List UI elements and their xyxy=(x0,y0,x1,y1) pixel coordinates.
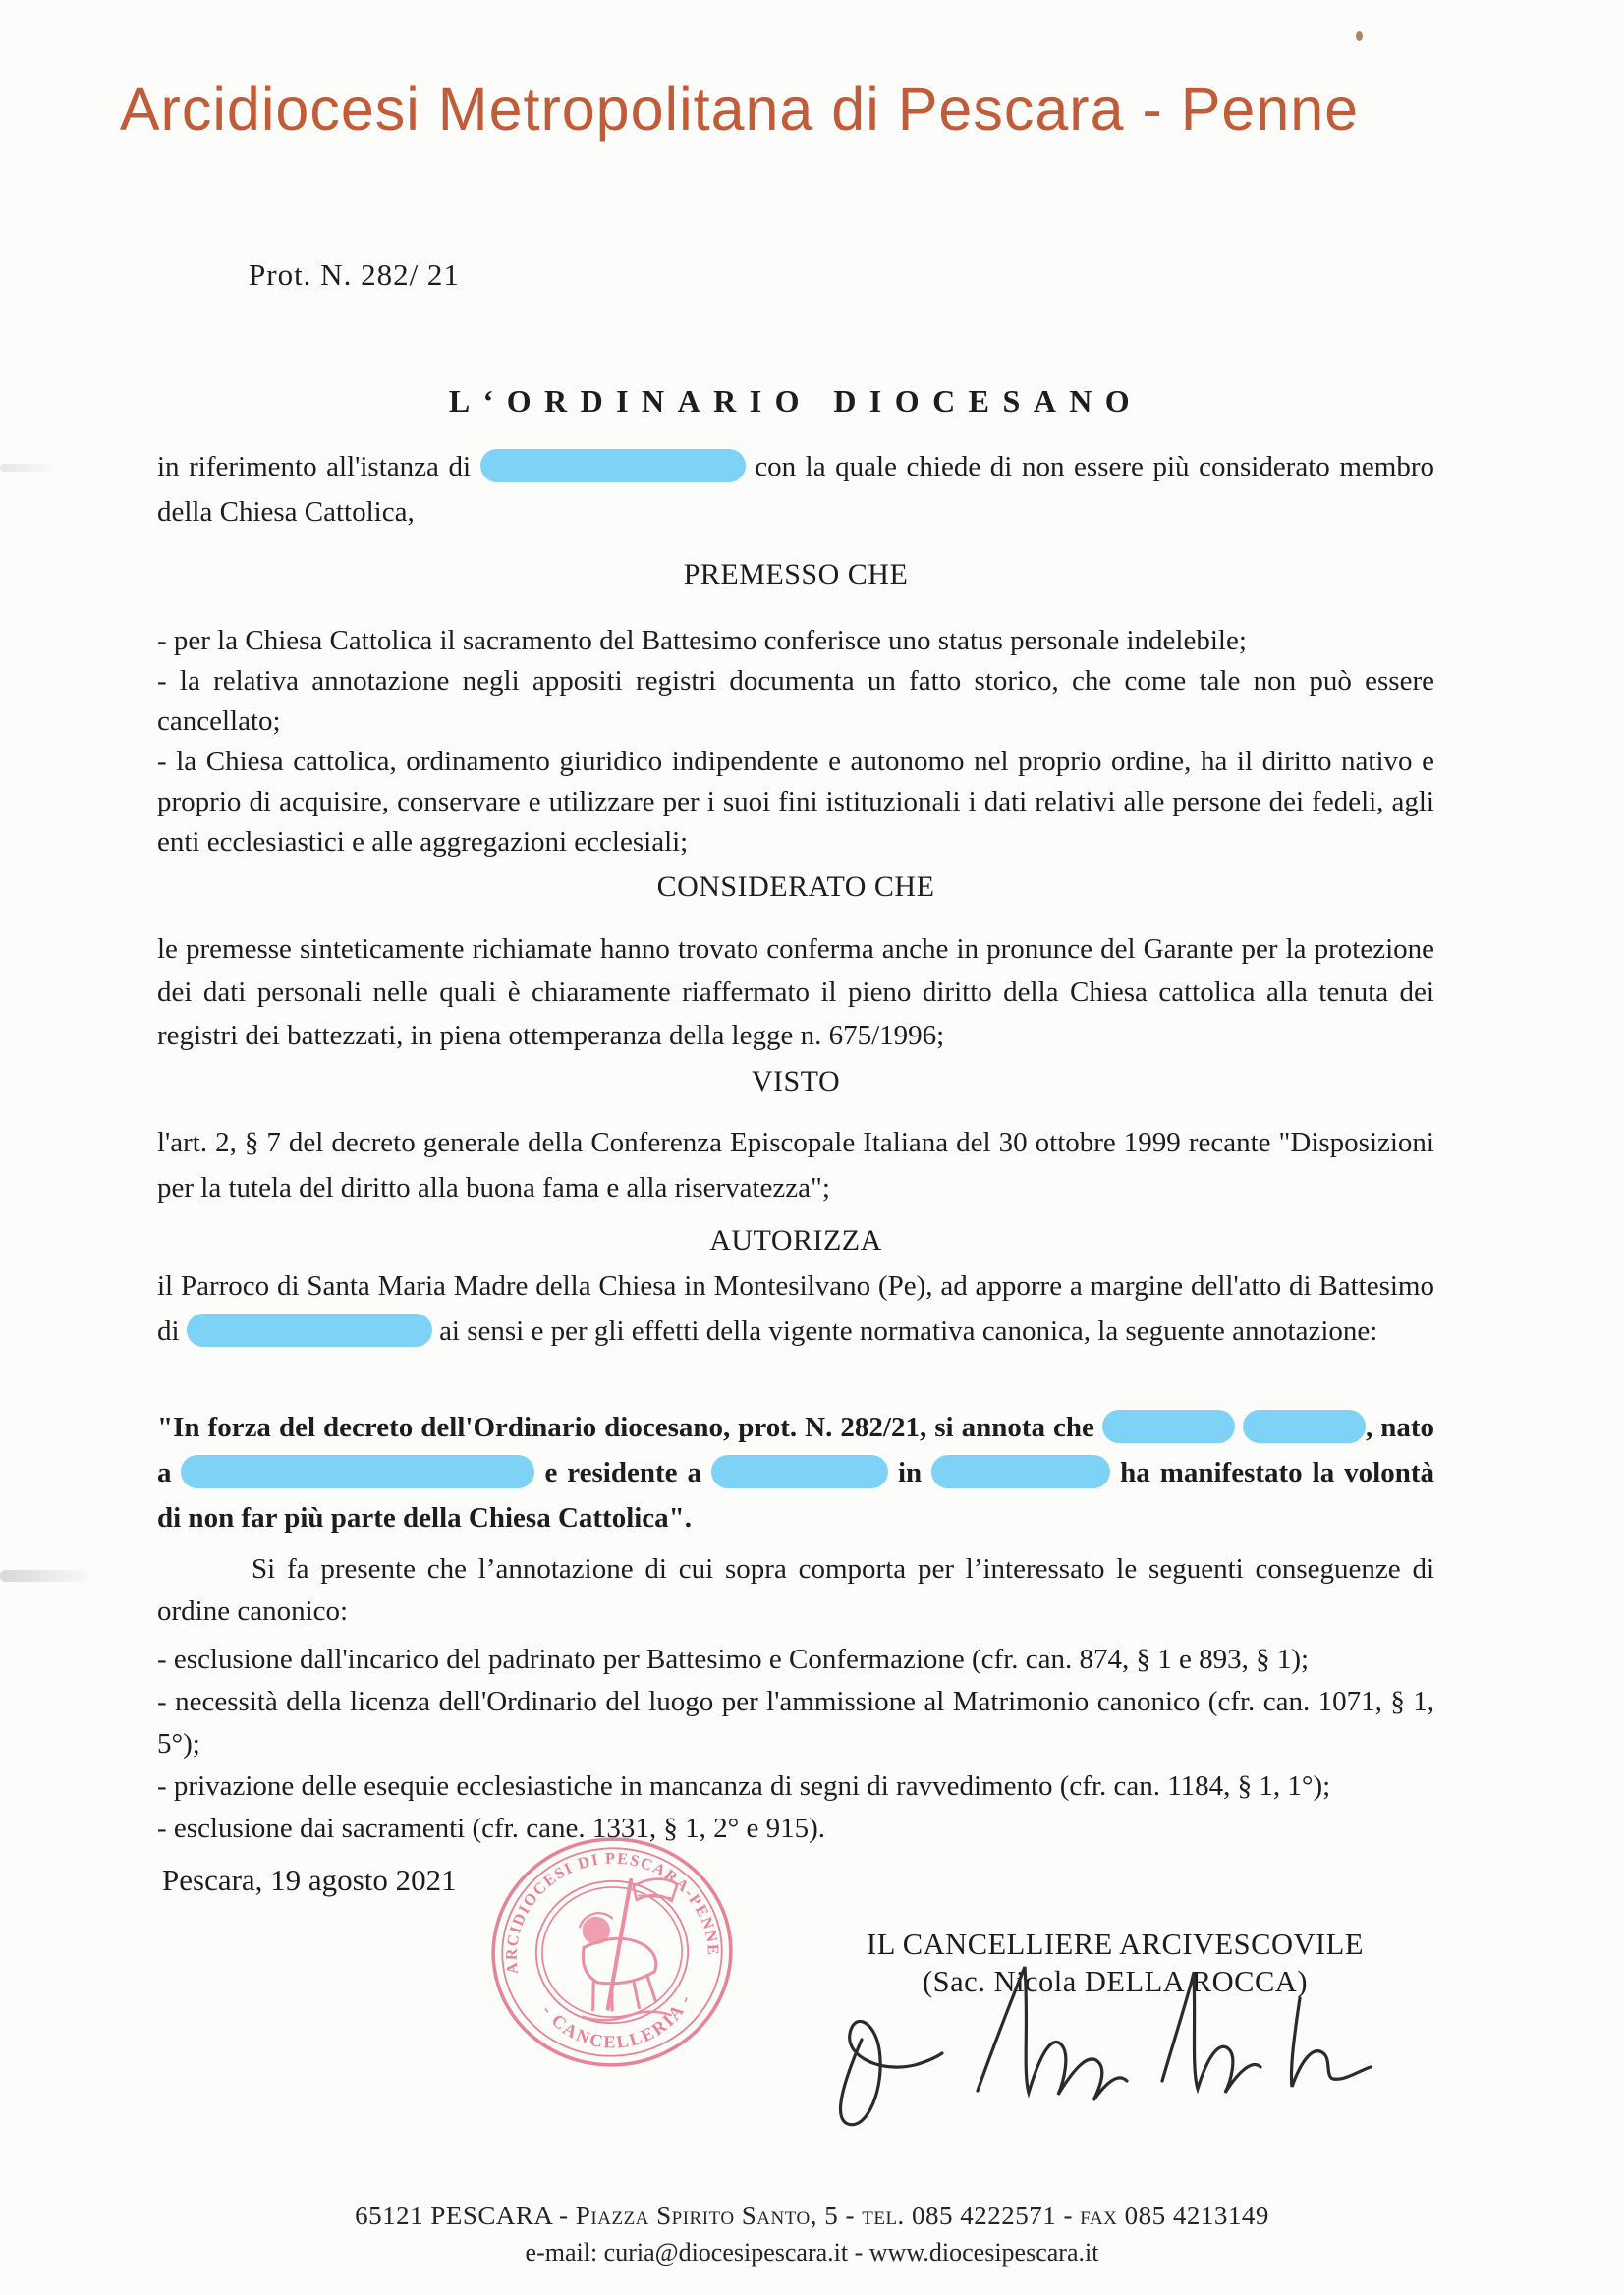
redaction xyxy=(931,1455,1110,1488)
premesso-item: - la relativa annotazione negli appositi registri documenta un fatto storico, che come tale non può essere cancellato; xyxy=(157,665,1434,737)
agnus-dei-lamb-figure xyxy=(571,1876,689,2023)
redaction xyxy=(711,1455,888,1488)
footer-address: 65121 PESCARA - Piazza Spirito Santo, 5 - tel. 085 4222571 - fax 085 4213149 xyxy=(355,2201,1269,2230)
stamp-seal-graphic xyxy=(477,1820,747,2083)
redaction xyxy=(1243,1410,1366,1443)
protocol-number: Prot. N. 282/ 21 xyxy=(249,257,460,292)
considerato-paragraph: le premesse sinteticamente richiamate hanno trovato conferma anche in pronunce del Garante per la protezione dei dati personali nelle quali è chiaramente riaffermato il pieno diritto della Chiesa cattolica alla tenuta dei registri dei battezzati, in piena ottemperanza della legge n. 675/1996; xyxy=(157,933,1434,1051)
autorizza-paragraph: il Parroco di Santa Maria Madre della Chiesa in Montesilvano (Pe), ad apporre a margine dell'atto di Battesimo di ai sensi e per gli effetti della vigente normativa canonica, la seguente annotazione: xyxy=(157,1270,1434,1347)
stamp-bottom-text: - CANCELLERIA - xyxy=(537,1989,696,2052)
redaction xyxy=(181,1455,534,1488)
handwritten-signature xyxy=(820,1943,1380,2155)
visto-paragraph: l'art. 2, § 7 del decreto generale della Conferenza Episcopale Italiana del 30 ottobre 1999 recante "Disposizioni per la tutela del diritto alla buona fama e alla riservatezza"; xyxy=(157,1127,1434,1203)
scan-speck-artifact xyxy=(1356,31,1363,41)
premesso-item: - la Chiesa cattolica, ordinamento giuridico indipendente e autonomo nel proprio ordine, ha il diritto nativo e proprio di acquisire, conservare e utilizzare per i suoi fini istituzionali i dati relativi alle persone dei fedeli, agli enti ecclesiastici e alle aggregazioni ecclesiali; xyxy=(157,746,1434,858)
signatory-role: IL CANCELLIERE ARCIVESCOVILE xyxy=(867,1928,1364,1961)
notice-paragraph: Si fa presente che l’annotazione di cui sopra comporta per l’interessato le seguenti conseguenze di ordine canonico: xyxy=(157,1553,1434,1627)
section-heading-autorizza: AUTORIZZA xyxy=(709,1224,882,1257)
consequences-list xyxy=(157,1639,1434,1850)
intro-paragraph: in riferimento all'istanza di con la quale chiede di non essere più considerato membro della Chiesa Cattolica, xyxy=(157,451,1434,528)
scan-fold-shadow-small xyxy=(0,464,59,472)
chancery-stamp xyxy=(477,1820,747,2083)
annotation-paragraph: "In forza del decreto dell'Ordinario diocesano, prot. N. 282/21, si annota che , nato a e residente a in ha manifestato la volontà di non far più parte della Chiesa Cattolica". xyxy=(157,1412,1435,1534)
consequence-item: - privazione delle esequie ecclesiastiche in mancanza di segni di ravvedimento (cfr. can. 1184, § 1, 1°); xyxy=(157,1770,1331,1802)
stamp-top-text: ARCIDIOCESI DI PESCARA-PENNE xyxy=(502,1849,723,1976)
consequence-item: - necessità della licenza dell'Ordinario del luogo per l'ammissione al Matrimonio canonico (cfr. can. 1071, § 1, 5°); xyxy=(157,1686,1434,1760)
section-heading-considerato: CONSIDERATO CHE xyxy=(656,870,935,903)
section-heading-visto: VISTO xyxy=(751,1065,841,1097)
scan-fold-shadow xyxy=(0,1570,94,1582)
document-title: L‘ORDINARIO DIOCESANO xyxy=(448,383,1144,419)
redaction xyxy=(480,449,746,482)
footer-contacts: e-mail: curia@diocesipescara.it - www.diocesipescara.it xyxy=(525,2238,1099,2267)
consequence-item: - esclusione dai sacramenti (cfr. cane. 1331, § 1, 2° e 915). xyxy=(157,1813,825,1844)
dateline: Pescara, 19 agosto 2021 xyxy=(162,1863,457,1897)
premesso-list xyxy=(157,621,1434,863)
letterhead-title: Arcidiocesi Metropolitana di Pescara - Penne xyxy=(119,76,1360,142)
redaction xyxy=(1102,1410,1235,1443)
signatory-name: (Sac. Nicola DELLA ROCCA) xyxy=(923,1965,1308,1998)
premesso-item: - per la Chiesa Cattolica il sacramento del Battesimo conferisce uno status personale indelebile; xyxy=(157,625,1247,656)
consequence-item: - esclusione dall'incarico del padrinato per Battesimo e Confermazione (cfr. can. 874, § 1 e 893, § 1); xyxy=(157,1644,1310,1675)
section-heading-premesso: PREMESSO CHE xyxy=(683,558,909,590)
redaction xyxy=(187,1314,432,1347)
